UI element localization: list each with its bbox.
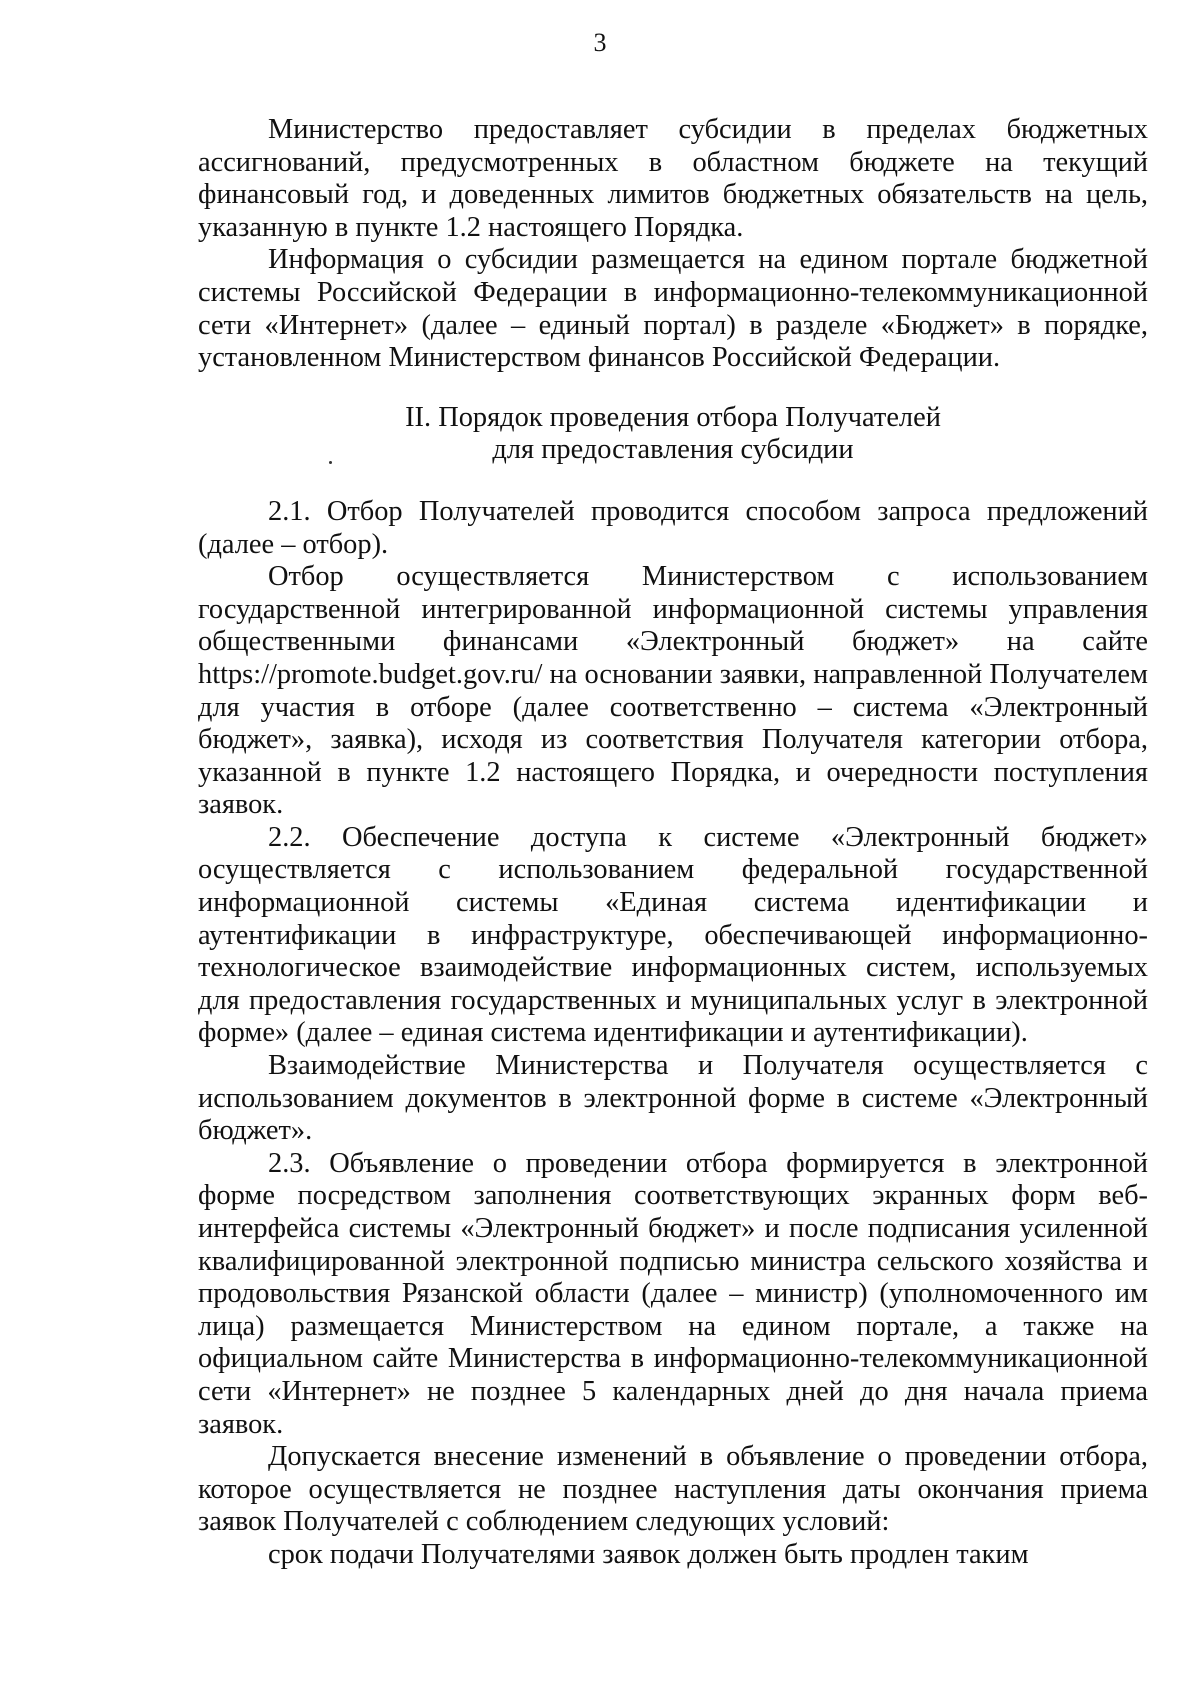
- paragraph-deadline-extension: срок подачи Получателями заявок должен быть продлен таким: [268, 1538, 1029, 1570]
- document-body: [198, 114, 1148, 1572]
- paragraph-amendments: Допускается внесение изменений в объявление о проведении отбора, которое осуществляется не позднее наступления даты окончания приема заявок Получателей с соблюдением следующих условий:: [198, 1441, 1148, 1538]
- paragraph-subsidy-info: Информация о субсидии размещается на едином портале бюджетной системы Российской Федерации в информационно-телекоммуникационной сети «Интернет» (далее – единый портал) в разделе «Бюджет» в порядке, установленном Министерством финансов Российской Федерации.: [198, 244, 1148, 374]
- section-heading-line-2: для предоставления субсидии: [492, 434, 854, 466]
- section-heading: [198, 402, 1148, 467]
- scan-speck: [329, 461, 332, 464]
- paragraph-selection-process: Отбор осуществляется Министерством с использованием государственной интегрированной информационной системы управления общественными финансами «Электронный бюджет» на сайте https://promote.budget.gov.ru/ на основании заявки, направленной Получателем для участия в отборе (далее соответственно – система «Электронный бюджет», заявка), исходя из соответствия Получателя категории отбора, указанной в пункте 1.2 настоящего Порядка, и очередности поступления заявок.: [198, 561, 1148, 821]
- section-heading-line-1: II. Порядок проведения отбора Получателей: [405, 401, 941, 433]
- paragraph-2-2: 2.2. Обеспечение доступа к системе «Электронный бюджет» осуществляется с использованием федеральной государственной информационной системы «Единая система идентификации и аутентификации в инфраструктуре, обеспечивающей информационно-технологическое взаимодействие информационных систем, используемых для предоставления государственных и муниципальных услуг в электронной форме» (далее – единая система идентификации и аутентификации).: [198, 821, 1148, 1049]
- paragraph-interaction: Взаимодействие Министерства и Получателя осуществляется с использованием документов в электронной форме в системе «Электронный бюджет».: [198, 1050, 1148, 1147]
- paragraph-2-1: 2.1. Отбор Получателей проводится способом запроса предложений (далее – отбор).: [198, 495, 1148, 560]
- paragraph-subsidy-limits: Министерство предоставляет субсидии в пределах бюджетных ассигнований, предусмотренных в областном бюджете на текущий финансовый год, и доведенных лимитов бюджетных обязательств на цель, указанную в пункте 1.2 настоящего Порядка.: [198, 114, 1148, 243]
- paragraph-2-3: 2.3. Объявление о проведении отбора формируется в электронной форме посредством заполнения соответствующих экранных форм веб-интерфейса системы «Электронный бюджет» и после подписания усиленной квалифицированной электронной подписью министра сельского хозяйства и продовольствия Рязанской области (далее – министр) (уполномоченного им лица) размещается Министерством на едином портале, а также на официальном сайте Министерства в информационно-телекоммуникационной сети «Интернет» не позднее 5 календарных дней до дня начала приема заявок.: [198, 1147, 1148, 1440]
- page-number: 3: [593, 28, 607, 57]
